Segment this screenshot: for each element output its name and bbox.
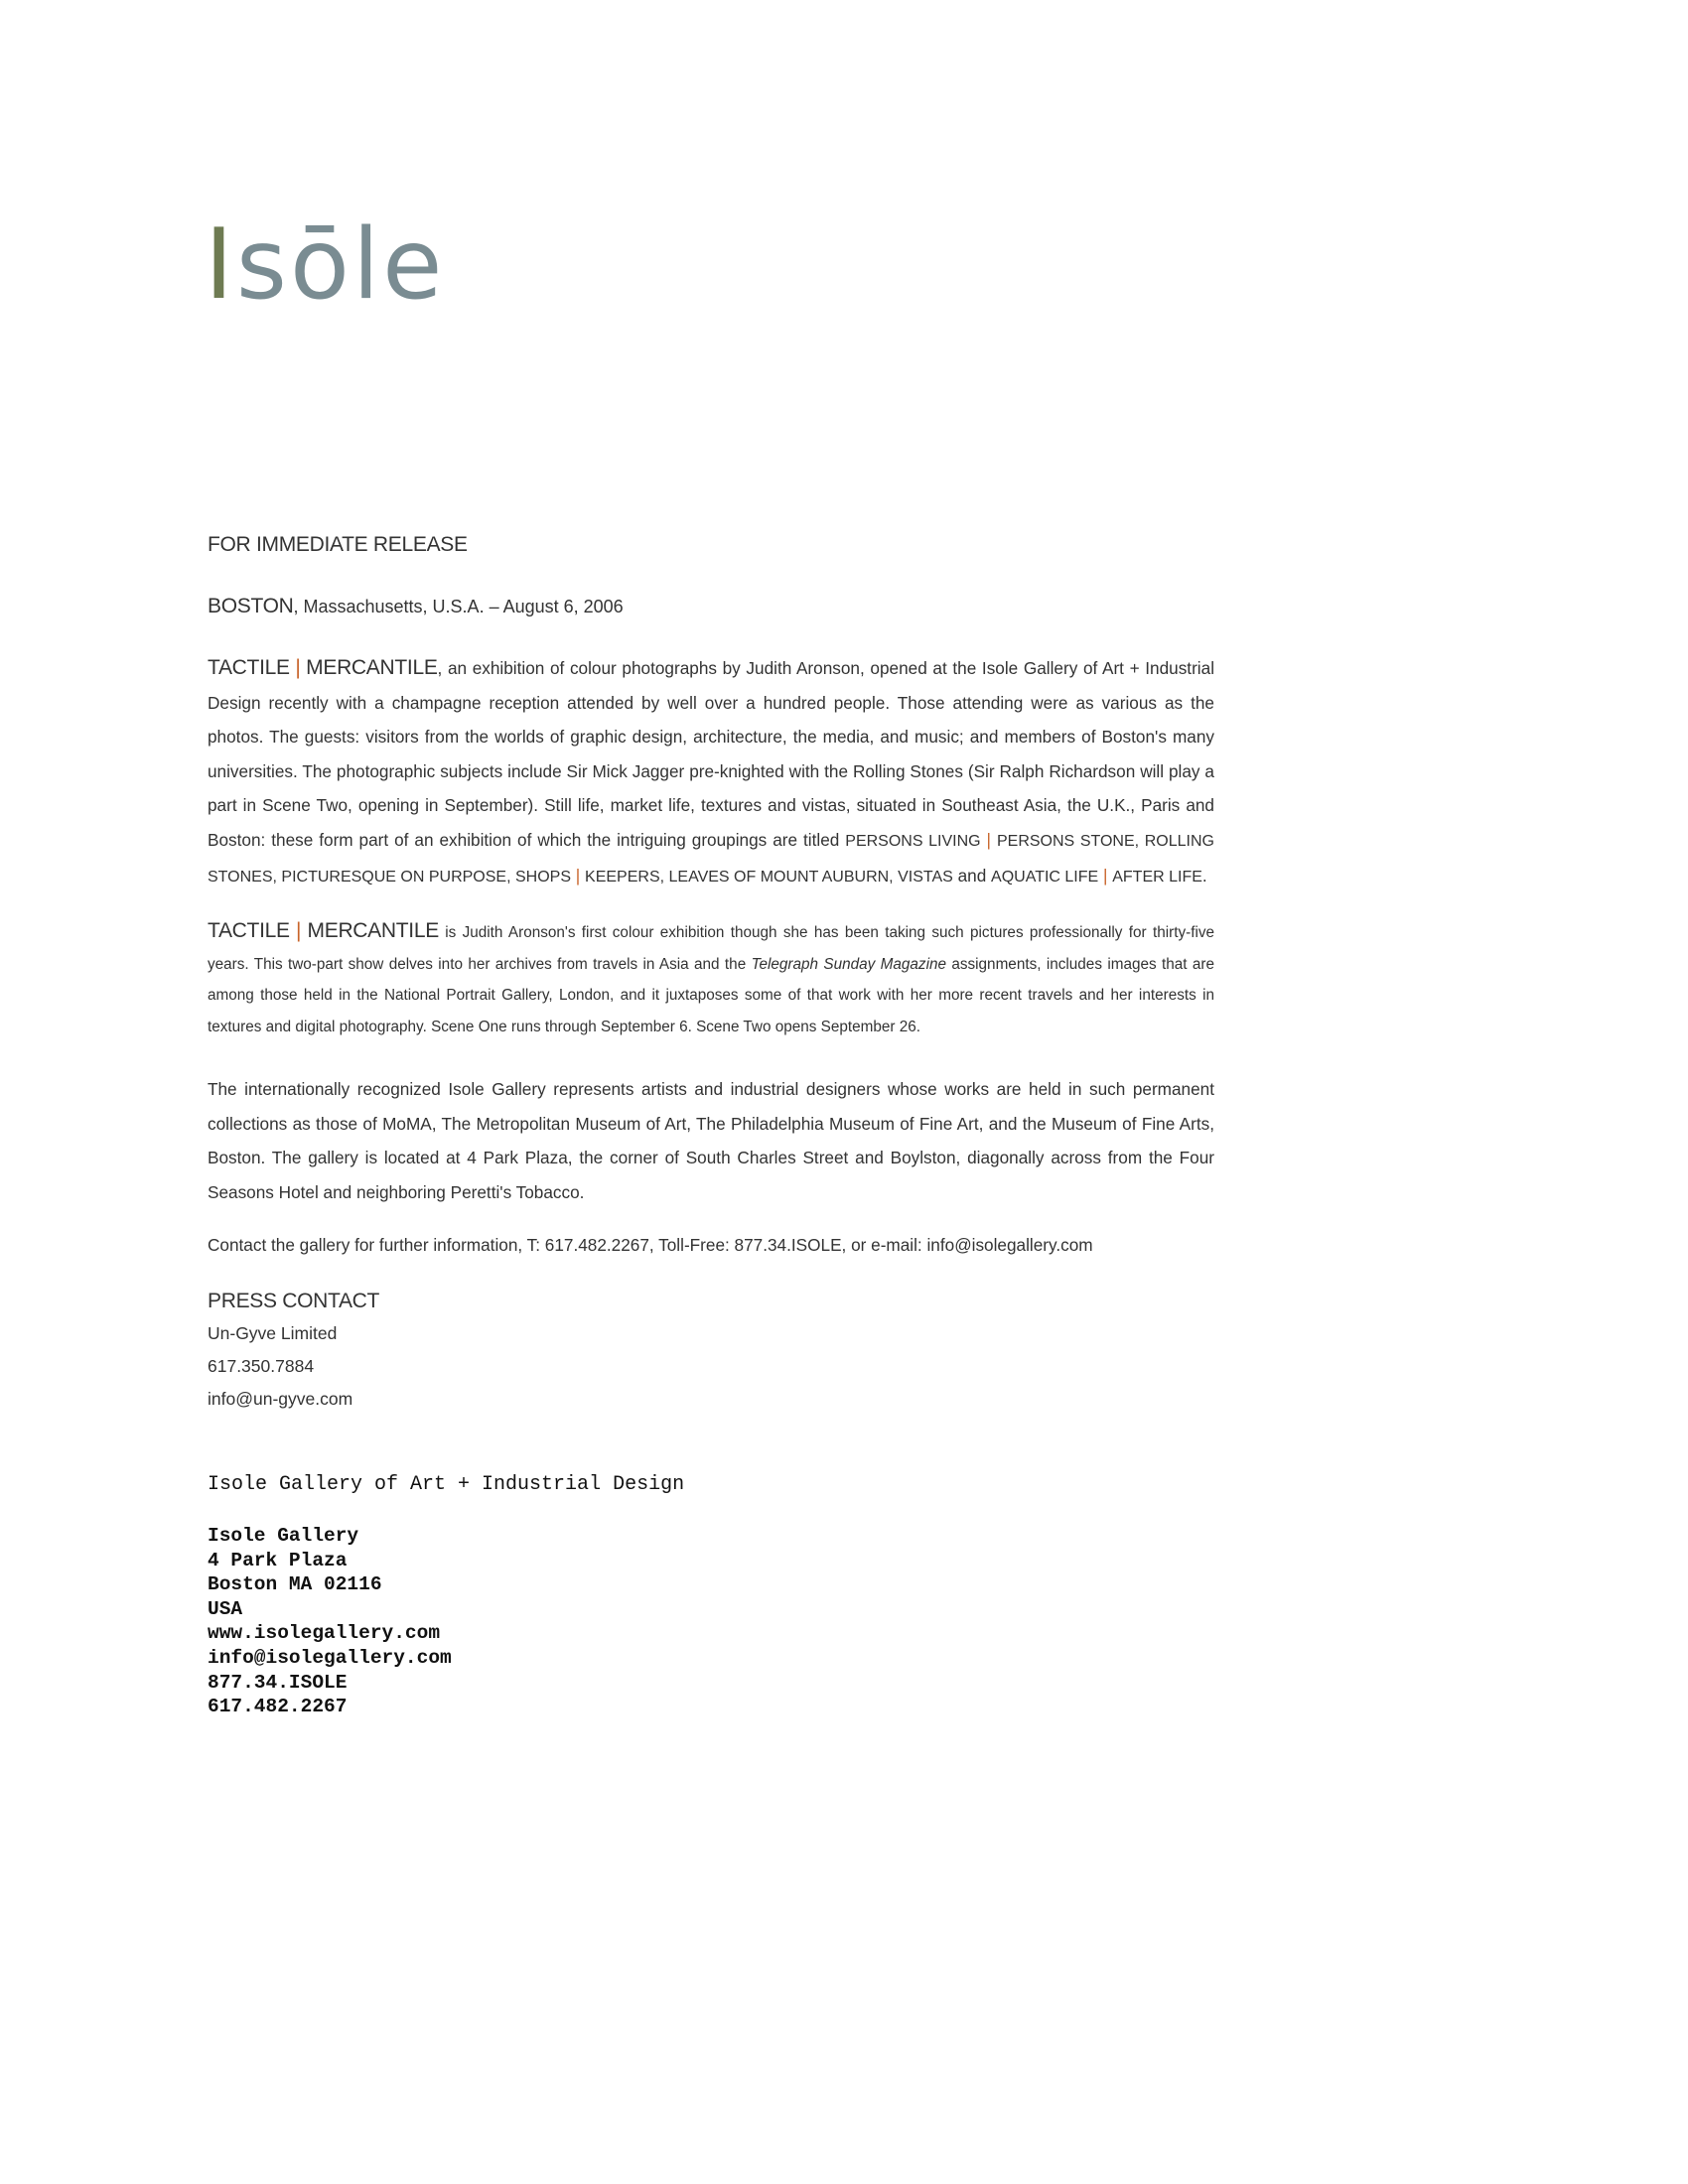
address-block	[208, 1524, 452, 1719]
grouping-3: KEEPERS, LEAVES OF MOUNT AUBURN, VISTAS	[585, 869, 953, 886]
logo-letter-o: ō	[289, 208, 352, 322]
paragraph-body: , an exhibition of colour photographs by Judith Aronson, opened at the Isole Gallery of Art + Industrial Design recently with a champagne reception attended by well over a hundred people. Those attending were as various as the photos. The guests: visitors from the worlds of graphic design, architecture, the media, and music; and members of Boston's many universities. The photographic subjects include Sir Mick Jagger pre-knighted with the Rolling Stones (Sir Ralph Richardson will play a part in Scene Two, opening in September). Still life, market life, textures and vistas, situated in Southeast Asia, the U.K., Paris and Boston: these form part of an exhibition of which the intriguing groupings are titled	[208, 658, 1215, 850]
address-website: www.isolegallery.com	[208, 1622, 441, 1645]
grouping-separator: |	[986, 829, 992, 850]
logo-letter-s: s	[235, 208, 290, 322]
title-separator: |	[296, 919, 302, 942]
exhibition-title-a: TACTILE	[208, 919, 290, 942]
paragraph-body-cont: assignments, includes images that are among those held in the National Portrait Gallery, London, and it juxtaposes some of that work with her more recent travels and her interests in textures and digital photography. Scene One runs through September 6. Scene Two opens September 26.	[208, 955, 1214, 1035]
address-line: Isole Gallery	[208, 1525, 359, 1547]
paragraph-exhibition	[208, 651, 1214, 895]
address-line: Boston MA 02116	[208, 1573, 382, 1596]
paragraph-gallery: The internationally recognized Isole Gallery represents artists and industrial designers whose works are held in such permanent collections as those of MoMA, The Metropolitan Museum of Art, The Philadelphia Museum of Fine Art, and the Museum of Fine Arts, Boston. The gallery is located at 4 Park Plaza, the corner of South Charles Street and Boylston, diagonally across from the Four Seasons Hotel and neighboring Peretti's Tobacco.	[208, 1079, 1214, 1202]
dateline-rest: , Massachusetts, U.S.A. – August 6, 2006	[293, 597, 624, 616]
dateline-city: BOSTON	[208, 595, 294, 617]
exhibition-title-a: TACTILE	[208, 656, 290, 679]
logo-letter-i: I	[205, 208, 236, 322]
grouping-5: AFTER LIFE	[1112, 869, 1202, 886]
address-tollfree: 877.34.ISOLE	[208, 1671, 348, 1694]
address-line: 4 Park Plaza	[208, 1549, 348, 1571]
press-email: info@un-gyve.com	[208, 1389, 353, 1409]
grouping-separator: |	[575, 866, 581, 886]
address-phone: 617.482.2267	[208, 1696, 348, 1718]
contact-line: Contact the gallery for further information, T: 617.482.2267, Toll-Free: 877.34.ISOLE, or e-mail: info@isolegallery.com	[208, 1235, 1093, 1255]
title-separator: |	[295, 656, 301, 679]
press-phone: 617.350.7884	[208, 1356, 315, 1376]
release-label: FOR IMMEDIATE RELEASE	[208, 533, 468, 556]
press-company: Un-Gyve Limited	[208, 1323, 338, 1343]
paragraph-end: .	[1201, 866, 1207, 886]
address-email: info@isolegallery.com	[208, 1646, 452, 1669]
dateline	[208, 595, 624, 618]
grouping-4: AQUATIC LIFE	[991, 869, 1099, 886]
grouping-and: and	[952, 866, 992, 886]
logo-letters-le: le	[352, 208, 446, 322]
gallery-title: Isole Gallery of Art + Industrial Design	[208, 1473, 685, 1496]
logo	[205, 208, 446, 322]
grouping-1: PERSONS LIVING	[845, 832, 981, 850]
press-contact-label: PRESS CONTACT	[208, 1290, 380, 1312]
exhibition-title-b: MERCANTILE	[306, 656, 438, 679]
exhibition-title-b: MERCANTILE	[307, 919, 439, 942]
paragraph-first-colour-exhibition	[208, 915, 1214, 1042]
grouping-2: PERSONS STONE, ROLLING STONES, PICTURESQUE ON PURPOSE, SHOPS	[208, 832, 1214, 886]
paragraph-body: is Judith Aronson's first colour exhibition though she has been taking such pictures professionally for thirty-five years. This two-part show delves into her archives from travels in Asia and the	[208, 924, 1215, 973]
grouping-separator: |	[1102, 866, 1108, 886]
magazine-title: Telegraph Sunday Magazine	[751, 955, 946, 973]
address-line: USA	[208, 1597, 243, 1620]
